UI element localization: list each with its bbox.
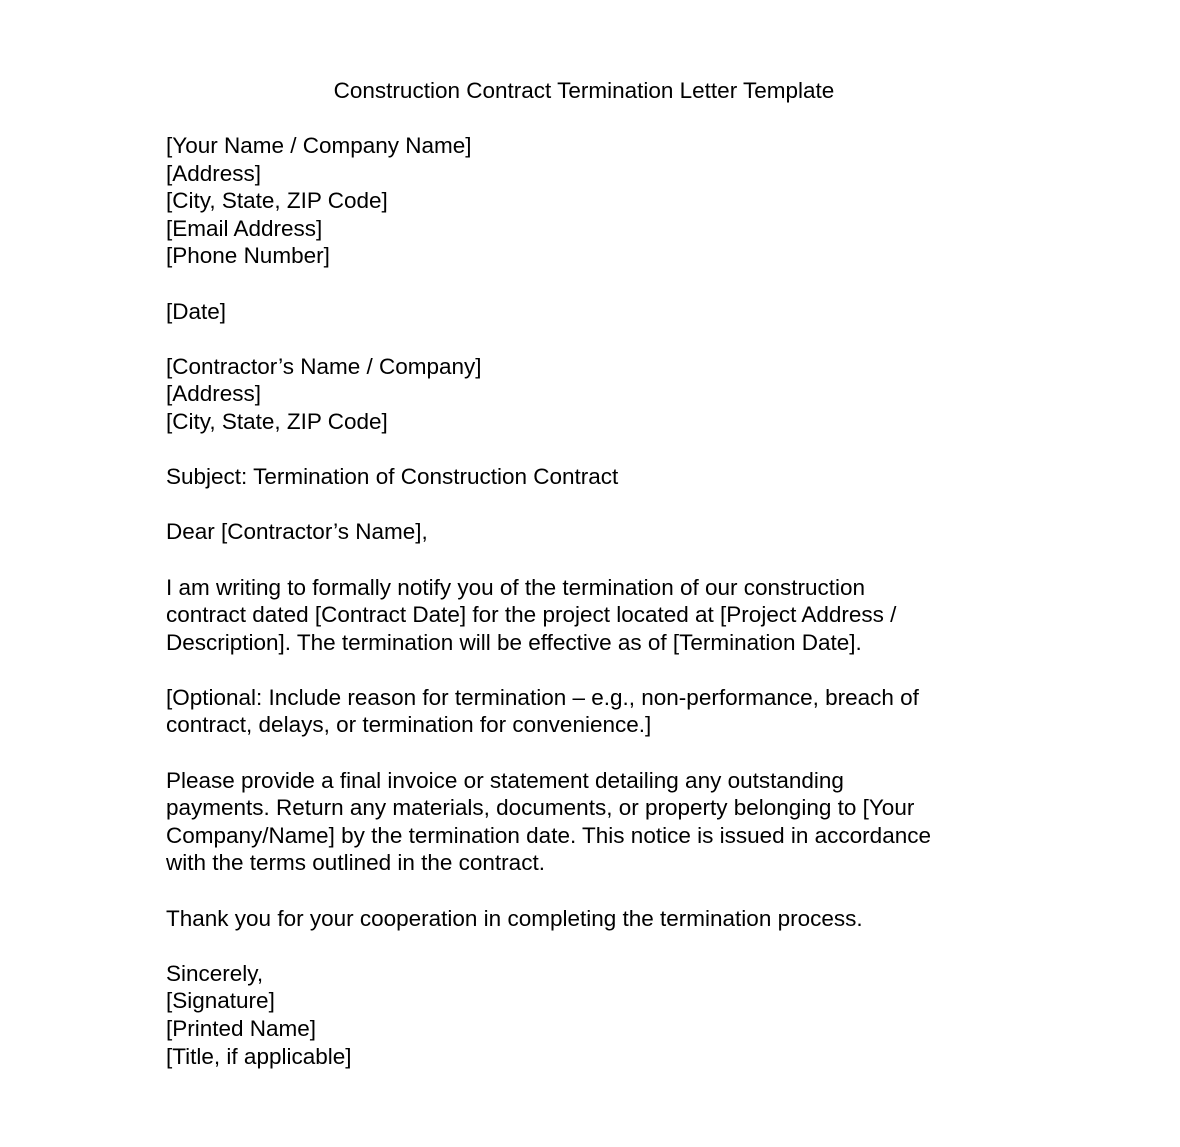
body-paragraph-2-line: contract, delays, or termination for convenience.] [166,712,652,738]
body-paragraph-2-line: [Optional: Include reason for termination – e.g., non-performance, breach of [166,684,919,710]
letter-date: [Date] [166,298,227,324]
sender-phone: [Phone Number] [166,243,330,269]
sender-name: [Your Name / Company Name] [166,133,472,158]
closing-block [166,960,996,1070]
body-paragraph-4 [166,905,996,933]
letter-content [166,132,996,1070]
signature-placeholder: [Signature] [166,988,275,1014]
body-paragraph-1-line: I am writing to formally notify you of the termination of our construction [166,574,866,600]
body-paragraph-4-line: Thank you for your cooperation in completing the termination process. [166,905,863,931]
salutation: Dear [Contractor’s Name], [166,519,428,545]
body-paragraph-2 [166,684,996,739]
body-paragraph-1-line: Description]. The termination will be effective as of [Termination Date]. [166,629,862,655]
sender-city-state-zip: [City, State, ZIP Code] [166,188,388,214]
body-paragraph-3-line: payments. Return any materials, documents, or property belonging to [Your [166,795,915,821]
body-paragraph-3-line: with the terms outlined in the contract. [166,850,545,876]
subject-line: Subject: Termination of Construction Contract [166,464,619,490]
signer-title: [Title, if applicable] [166,1043,352,1069]
valediction: Sincerely, [166,960,264,986]
sender-block [166,132,996,270]
recipient-address: [Address] [166,381,262,407]
body-paragraph-1 [166,574,996,657]
recipient-name: [Contractor’s Name / Company] [166,353,482,379]
body-paragraph-3-line: Company/Name] by the termination date. This notice is issued in accordance [166,822,931,848]
sender-address: [Address] [166,160,262,186]
body-paragraph-1-line: contract dated [Contract Date] for the project located at [Project Address / [166,602,897,628]
subject-block [166,463,996,491]
body-paragraph-3-line: Please provide a final invoice or statement detailing any outstanding [166,767,844,793]
body-paragraph-3 [166,767,996,877]
document-title: Construction Contract Termination Letter Template [333,78,835,103]
salutation-block [166,518,996,546]
sender-email: [Email Address] [166,215,323,241]
printed-name: [Printed Name] [166,1016,317,1041]
recipient-city-state-zip: [City, State, ZIP Code] [166,408,388,434]
recipient-block [166,353,996,436]
date-block [166,298,996,326]
